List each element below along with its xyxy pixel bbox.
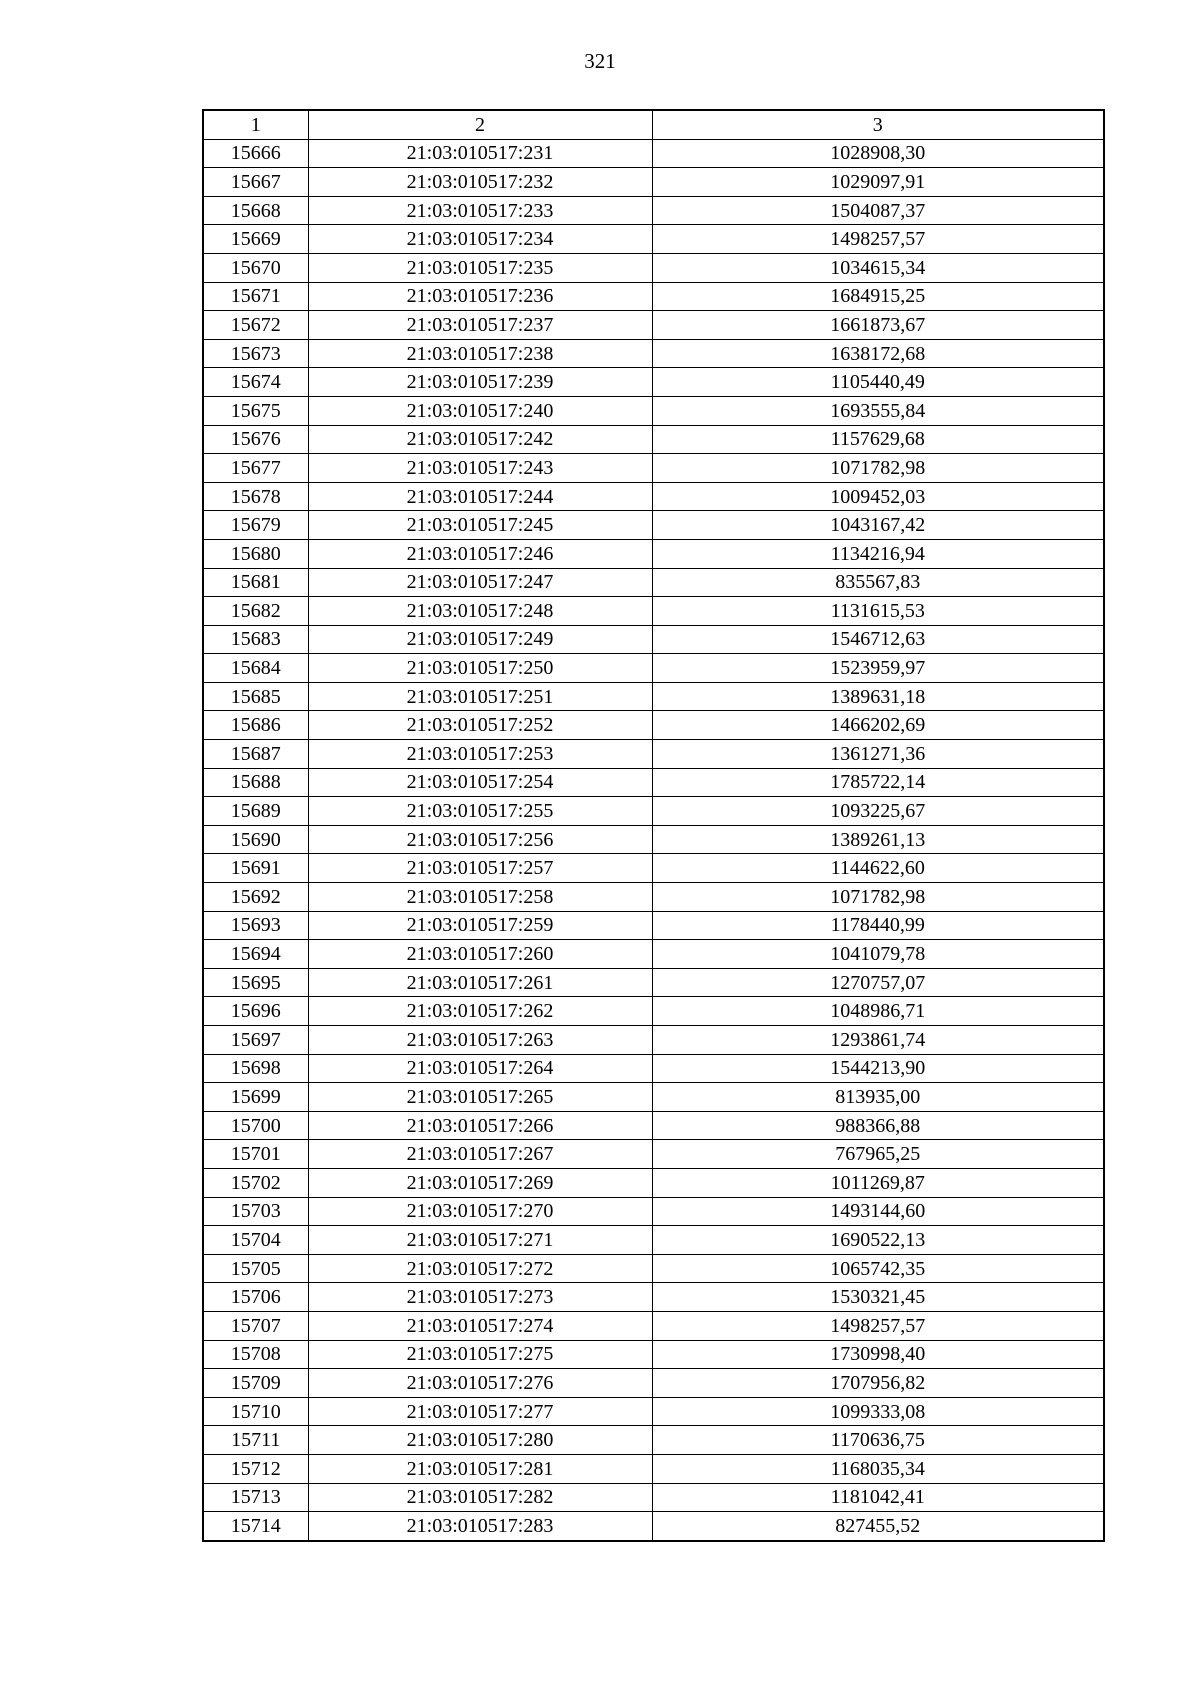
cadastral-number-cell: 21:03:010517:275 <box>308 1340 652 1369</box>
table-row <box>203 225 1104 254</box>
table-row <box>203 1283 1104 1312</box>
table-row <box>203 311 1104 340</box>
cadastral-number-cell: 21:03:010517:274 <box>308 1311 652 1340</box>
value-cell: 1048986,71 <box>652 997 1104 1026</box>
table-row <box>203 1226 1104 1255</box>
table-row <box>203 282 1104 311</box>
value-cell: 1389261,13 <box>652 825 1104 854</box>
row-number-cell: 15706 <box>203 1283 308 1312</box>
cadastral-number-cell: 21:03:010517:266 <box>308 1111 652 1140</box>
value-cell: 1466202,69 <box>652 711 1104 740</box>
cadastral-number-cell: 21:03:010517:237 <box>308 311 652 340</box>
cadastral-number-cell: 21:03:010517:236 <box>308 282 652 311</box>
cadastral-number-cell: 21:03:010517:273 <box>308 1283 652 1312</box>
cadastral-number-cell: 21:03:010517:250 <box>308 654 652 683</box>
table-row <box>203 740 1104 769</box>
value-cell: 1530321,45 <box>652 1283 1104 1312</box>
table-row <box>203 1026 1104 1055</box>
table-row <box>203 1397 1104 1426</box>
cadastral-number-cell: 21:03:010517:263 <box>308 1026 652 1055</box>
table-row <box>203 1140 1104 1169</box>
cadastral-number-cell: 21:03:010517:234 <box>308 225 652 254</box>
table-row <box>203 139 1104 168</box>
cadastral-number-cell: 21:03:010517:258 <box>308 883 652 912</box>
cadastral-number-cell: 21:03:010517:282 <box>308 1483 652 1512</box>
value-cell: 1028908,30 <box>652 139 1104 168</box>
value-cell: 1498257,57 <box>652 225 1104 254</box>
table-row <box>203 1340 1104 1369</box>
cadastral-number-cell: 21:03:010517:239 <box>308 368 652 397</box>
row-number-cell: 15678 <box>203 482 308 511</box>
table-row <box>203 968 1104 997</box>
table-row <box>203 1369 1104 1398</box>
row-number-cell: 15697 <box>203 1026 308 1055</box>
row-number-cell: 15672 <box>203 311 308 340</box>
table-row <box>203 797 1104 826</box>
table-row <box>203 1483 1104 1512</box>
cadastral-number-cell: 21:03:010517:261 <box>308 968 652 997</box>
table-row <box>203 854 1104 883</box>
row-number-cell: 15693 <box>203 911 308 940</box>
table-row <box>203 625 1104 654</box>
value-cell: 1690522,13 <box>652 1226 1104 1255</box>
value-cell: 827455,52 <box>652 1512 1104 1541</box>
value-cell: 1011269,87 <box>652 1168 1104 1197</box>
cadastral-number-cell: 21:03:010517:253 <box>308 740 652 769</box>
row-number-cell: 15690 <box>203 825 308 854</box>
row-number-cell: 15680 <box>203 539 308 568</box>
table-row <box>203 825 1104 854</box>
value-cell: 1498257,57 <box>652 1311 1104 1340</box>
cadastral-number-cell: 21:03:010517:252 <box>308 711 652 740</box>
table-body <box>203 139 1104 1541</box>
value-cell: 1293861,74 <box>652 1026 1104 1055</box>
table-row <box>203 1512 1104 1541</box>
row-number-cell: 15713 <box>203 1483 308 1512</box>
value-cell: 1785722,14 <box>652 768 1104 797</box>
row-number-cell: 15673 <box>203 339 308 368</box>
value-cell: 1270757,07 <box>652 968 1104 997</box>
value-cell: 1144622,60 <box>652 854 1104 883</box>
cadastral-number-cell: 21:03:010517:235 <box>308 253 652 282</box>
cadastral-number-cell: 21:03:010517:267 <box>308 1140 652 1169</box>
cadastral-number-cell: 21:03:010517:271 <box>308 1226 652 1255</box>
row-number-cell: 15689 <box>203 797 308 826</box>
value-cell: 1638172,68 <box>652 339 1104 368</box>
row-number-cell: 15696 <box>203 997 308 1026</box>
table-row <box>203 1083 1104 1112</box>
row-number-cell: 15691 <box>203 854 308 883</box>
row-number-cell: 15676 <box>203 425 308 454</box>
value-cell: 1041079,78 <box>652 940 1104 969</box>
cadastral-number-cell: 21:03:010517:269 <box>308 1168 652 1197</box>
row-number-cell: 15704 <box>203 1226 308 1255</box>
value-cell: 1170636,75 <box>652 1426 1104 1455</box>
row-number-cell: 15685 <box>203 682 308 711</box>
table-row <box>203 1111 1104 1140</box>
row-number-cell: 15674 <box>203 368 308 397</box>
cadastral-number-cell: 21:03:010517:242 <box>308 425 652 454</box>
row-number-cell: 15710 <box>203 1397 308 1426</box>
cadastral-number-cell: 21:03:010517:244 <box>308 482 652 511</box>
value-cell: 1523959,97 <box>652 654 1104 683</box>
table-row <box>203 253 1104 282</box>
row-number-cell: 15668 <box>203 196 308 225</box>
table-row <box>203 654 1104 683</box>
row-number-cell: 15686 <box>203 711 308 740</box>
row-number-cell: 15671 <box>203 282 308 311</box>
cadastral-number-cell: 21:03:010517:265 <box>308 1083 652 1112</box>
table-row <box>203 568 1104 597</box>
row-number-cell: 15667 <box>203 168 308 197</box>
cadastral-number-cell: 21:03:010517:257 <box>308 854 652 883</box>
table-row <box>203 454 1104 483</box>
row-number-cell: 15687 <box>203 740 308 769</box>
value-cell: 1043167,42 <box>652 511 1104 540</box>
table-row <box>203 682 1104 711</box>
value-cell: 1065742,35 <box>652 1254 1104 1283</box>
cadastral-number-cell: 21:03:010517:281 <box>308 1454 652 1483</box>
table-row <box>203 511 1104 540</box>
row-number-cell: 15701 <box>203 1140 308 1169</box>
row-number-cell: 15679 <box>203 511 308 540</box>
value-cell: 1071782,98 <box>652 454 1104 483</box>
row-number-cell: 15666 <box>203 139 308 168</box>
row-number-cell: 15670 <box>203 253 308 282</box>
row-number-cell: 15705 <box>203 1254 308 1283</box>
table-row <box>203 711 1104 740</box>
column-header-2: 2 <box>308 110 652 139</box>
cadastral-number-cell: 21:03:010517:283 <box>308 1512 652 1541</box>
table-row <box>203 940 1104 969</box>
value-cell: 1093225,67 <box>652 797 1104 826</box>
row-number-cell: 15682 <box>203 597 308 626</box>
row-number-cell: 15688 <box>203 768 308 797</box>
table-row <box>203 911 1104 940</box>
value-cell: 813935,00 <box>652 1083 1104 1112</box>
value-cell: 1361271,36 <box>652 740 1104 769</box>
cadastral-number-cell: 21:03:010517:270 <box>308 1197 652 1226</box>
table-row <box>203 1254 1104 1283</box>
row-number-cell: 15692 <box>203 883 308 912</box>
row-number-cell: 15683 <box>203 625 308 654</box>
cadastral-number-cell: 21:03:010517:238 <box>308 339 652 368</box>
value-cell: 1684915,25 <box>652 282 1104 311</box>
row-number-cell: 15703 <box>203 1197 308 1226</box>
value-cell: 1181042,41 <box>652 1483 1104 1512</box>
value-cell: 1168035,34 <box>652 1454 1104 1483</box>
value-cell: 1493144,60 <box>652 1197 1104 1226</box>
cadastral-number-cell: 21:03:010517:272 <box>308 1254 652 1283</box>
table-row <box>203 1454 1104 1483</box>
row-number-cell: 15709 <box>203 1369 308 1398</box>
table-row <box>203 339 1104 368</box>
value-cell: 1693555,84 <box>652 396 1104 425</box>
table-row <box>203 1168 1104 1197</box>
row-number-cell: 15712 <box>203 1454 308 1483</box>
value-cell: 1178440,99 <box>652 911 1104 940</box>
value-cell: 988366,88 <box>652 1111 1104 1140</box>
table-row <box>203 997 1104 1026</box>
data-table <box>202 109 1105 1542</box>
column-header-3: 3 <box>652 110 1104 139</box>
table-row <box>203 1311 1104 1340</box>
table-row <box>203 368 1104 397</box>
cadastral-number-cell: 21:03:010517:264 <box>308 1054 652 1083</box>
row-number-cell: 15669 <box>203 225 308 254</box>
value-cell: 1157629,68 <box>652 425 1104 454</box>
cadastral-number-cell: 21:03:010517:247 <box>308 568 652 597</box>
value-cell: 1105440,49 <box>652 368 1104 397</box>
cadastral-number-cell: 21:03:010517:243 <box>308 454 652 483</box>
value-cell: 1131615,53 <box>652 597 1104 626</box>
value-cell: 1544213,90 <box>652 1054 1104 1083</box>
value-cell: 1099333,08 <box>652 1397 1104 1426</box>
table-row <box>203 482 1104 511</box>
table-row <box>203 883 1104 912</box>
row-number-cell: 15708 <box>203 1340 308 1369</box>
page-number: 321 <box>584 49 616 73</box>
cadastral-number-cell: 21:03:010517:262 <box>308 997 652 1026</box>
row-number-cell: 15684 <box>203 654 308 683</box>
table-row <box>203 597 1104 626</box>
table-row <box>203 196 1104 225</box>
row-number-cell: 15714 <box>203 1512 308 1541</box>
cadastral-number-cell: 21:03:010517:259 <box>308 911 652 940</box>
cadastral-number-cell: 21:03:010517:245 <box>308 511 652 540</box>
cadastral-number-cell: 21:03:010517:248 <box>308 597 652 626</box>
table-row <box>203 539 1104 568</box>
row-number-cell: 15695 <box>203 968 308 997</box>
value-cell: 1707956,82 <box>652 1369 1104 1398</box>
value-cell: 1071782,98 <box>652 883 1104 912</box>
value-cell: 1730998,40 <box>652 1340 1104 1369</box>
value-cell: 1034615,34 <box>652 253 1104 282</box>
value-cell: 1389631,18 <box>652 682 1104 711</box>
cadastral-number-cell: 21:03:010517:260 <box>308 940 652 969</box>
value-cell: 1134216,94 <box>652 539 1104 568</box>
cadastral-number-cell: 21:03:010517:232 <box>308 168 652 197</box>
column-header-1: 1 <box>203 110 308 139</box>
cadastral-number-cell: 21:03:010517:233 <box>308 196 652 225</box>
value-cell: 767965,25 <box>652 1140 1104 1169</box>
row-number-cell: 15700 <box>203 1111 308 1140</box>
row-number-cell: 15707 <box>203 1311 308 1340</box>
table-row <box>203 396 1104 425</box>
row-number-cell: 15699 <box>203 1083 308 1112</box>
row-number-cell: 15702 <box>203 1168 308 1197</box>
cadastral-number-cell: 21:03:010517:246 <box>308 539 652 568</box>
cadastral-number-cell: 21:03:010517:251 <box>308 682 652 711</box>
table-header-row <box>203 110 1104 139</box>
table-row <box>203 1197 1104 1226</box>
table-row <box>203 1426 1104 1455</box>
row-number-cell: 15694 <box>203 940 308 969</box>
value-cell: 835567,83 <box>652 568 1104 597</box>
cadastral-number-cell: 21:03:010517:277 <box>308 1397 652 1426</box>
value-cell: 1546712,63 <box>652 625 1104 654</box>
value-cell: 1504087,37 <box>652 196 1104 225</box>
row-number-cell: 15711 <box>203 1426 308 1455</box>
row-number-cell: 15698 <box>203 1054 308 1083</box>
cadastral-number-cell: 21:03:010517:256 <box>308 825 652 854</box>
cadastral-number-cell: 21:03:010517:254 <box>308 768 652 797</box>
cadastral-number-cell: 21:03:010517:255 <box>308 797 652 826</box>
cadastral-number-cell: 21:03:010517:280 <box>308 1426 652 1455</box>
value-cell: 1661873,67 <box>652 311 1104 340</box>
cadastral-number-cell: 21:03:010517:276 <box>308 1369 652 1398</box>
value-cell: 1009452,03 <box>652 482 1104 511</box>
cadastral-number-cell: 21:03:010517:240 <box>308 396 652 425</box>
table-row <box>203 425 1104 454</box>
table-row <box>203 1054 1104 1083</box>
cadastral-number-cell: 21:03:010517:249 <box>308 625 652 654</box>
cadastral-number-cell: 21:03:010517:231 <box>308 139 652 168</box>
table-row <box>203 168 1104 197</box>
row-number-cell: 15677 <box>203 454 308 483</box>
row-number-cell: 15681 <box>203 568 308 597</box>
row-number-cell: 15675 <box>203 396 308 425</box>
table-row <box>203 768 1104 797</box>
value-cell: 1029097,91 <box>652 168 1104 197</box>
